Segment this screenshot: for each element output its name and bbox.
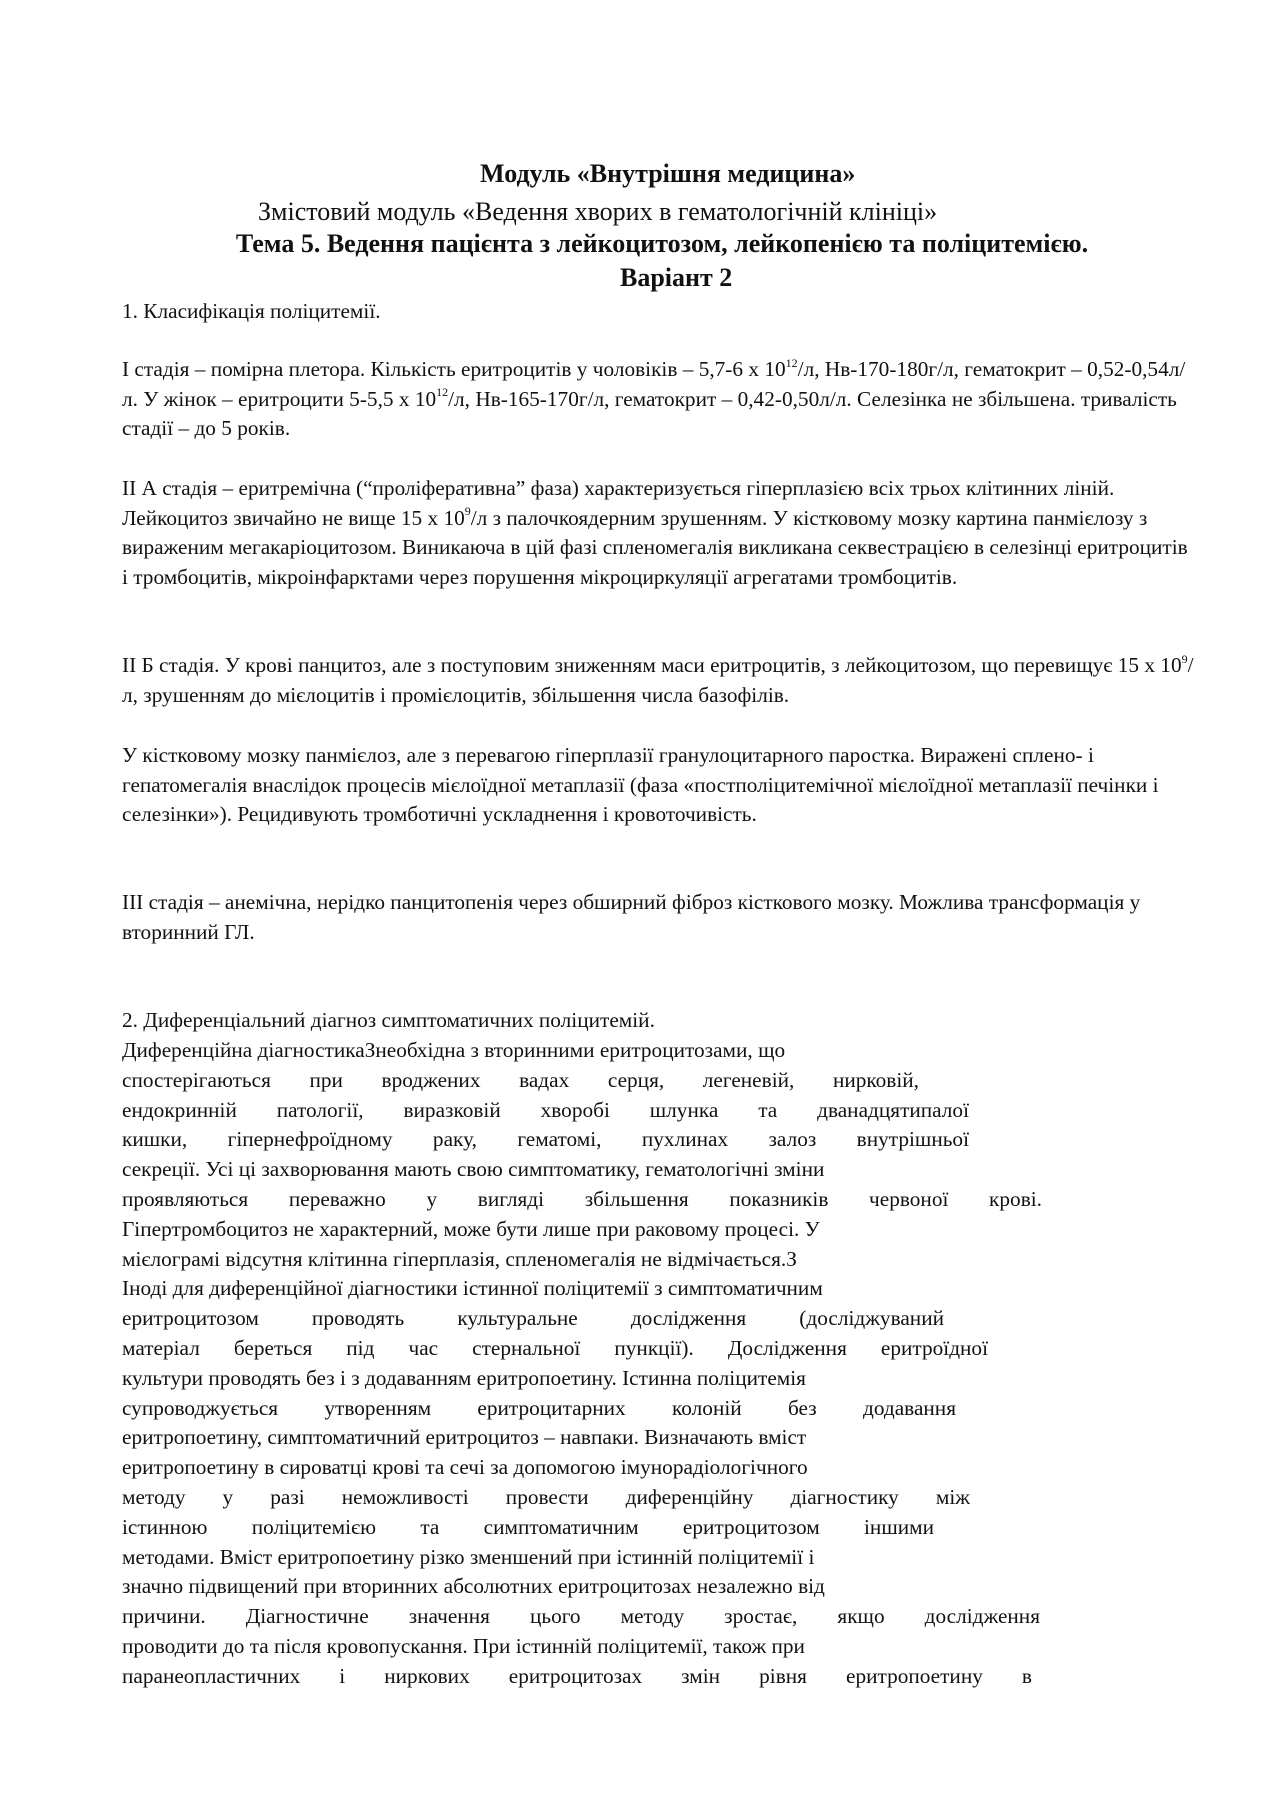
stage-3-text: ІІІ стадія – анемічна, нерідко панцитопенія через обширний фіброз кісткового мозку. Можлива трансформація у вторинний ГЛ. xyxy=(122,890,1141,944)
module-title: Модуль «Внутрішня медицина» xyxy=(480,159,856,188)
text-line: секреції. Усі ці захворювання мають свою симптоматику, гематологічні зміни xyxy=(122,1157,825,1182)
text-line: спостерігаються при вроджених вадах серця, легеневій, нирковій, xyxy=(122,1067,919,1092)
text-line: значно підвищений при вторинних абсолютних еритроцитозах незалежно від xyxy=(122,1574,825,1599)
differential-diagnosis-text xyxy=(122,1036,1192,1692)
variant-title: Варіант 2 xyxy=(620,263,733,292)
stage-2a-part-a: ІІ А стадія – еритремічна (“проліферативна” фаза) характеризується гіперплазією всіх трьох клітинних ліній. Лейкоцитоз звичайно не вище 15 х 10 xyxy=(122,476,1115,530)
stage-2a-text xyxy=(122,474,1197,592)
text-line: Диференційна діагностикаЗнеобхідна з вторинними еритроцитозами, що xyxy=(122,1038,786,1062)
text-line: проводити до та після кровопускання. При істинній поліцитемії, також при xyxy=(122,1633,805,1658)
question-2-title xyxy=(122,1006,1197,1036)
stage-2a-paragraph xyxy=(122,474,1197,592)
stage-2b-paragraph xyxy=(122,651,1197,710)
text-line: істинною поліцитемією та симптоматичним еритроцитозом іншими xyxy=(122,1514,934,1539)
question-1-title xyxy=(122,297,1197,327)
text-line: мієлограмі відсутня клітинна гіперплазія, спленомегалія не відмічається.З xyxy=(122,1246,797,1271)
topic-title: Тема 5. Ведення пацієнта з лейкоцитозом, лейкопенією та поліцитемією. xyxy=(235,229,1089,258)
text-line: еритроцитозом проводять культуральне дослідження (досліджуваний xyxy=(122,1306,944,1331)
stage-1-exponent-2: 12 xyxy=(436,385,449,400)
stage-2b-continuation-text: У кістковому мозку панмієлоз, але з перевагою гіперплазії гранулоцитарного паростка. Виражені сплено- і гепатомегалія внаслідок процесів мієлоїдної метаплазії (фаза «постполіцитемічної мієлоїдної метаплазії печінки і селезінки»). Рецидивують тромботичні ускладнення і кровоточивість. xyxy=(122,743,1159,826)
stage-2b-exponent: 9 xyxy=(1181,651,1188,666)
text-line: методами. Вміст еритропоетину різко зменшений при істинній поліцитемії і xyxy=(122,1544,815,1569)
text-line: кишки, гіпернефроїдному раку, гематомі, пухлинах залоз внутрішньої xyxy=(122,1127,969,1152)
question-2-title-text: 2. Диференціальний діагноз симптоматичних поліцитемій. xyxy=(122,1008,655,1032)
text-line: проявляються переважно у вигляді збільшення показників червоної крові. xyxy=(122,1186,1042,1211)
question-1-title-text: 1. Класифікація поліцитемії. xyxy=(122,299,381,323)
stage-1-text xyxy=(122,355,1197,444)
text-line: супроводжується утворенням еритроцитарних колоній без додавання xyxy=(122,1395,956,1420)
text-line: культури проводять без і з додаванням еритропоетину. Істинна поліцитемія xyxy=(122,1365,806,1390)
stage-1-paragraph xyxy=(122,355,1197,444)
text-line: еритропоетину в сироватці крові та сечі за допомогою імунорадіологічного xyxy=(122,1455,808,1480)
text-line: еритропоетину, симптоматичний еритроцитоз – навпаки. Визначають вміст xyxy=(122,1425,807,1450)
text-line: причини. Діагностичне значення цього методу зростає, якщо дослідження xyxy=(122,1604,1040,1629)
stage-2b-text xyxy=(122,651,1197,710)
text-line: Іноді для диференційної діагностики істинної поліцитемії з симптоматичним xyxy=(122,1276,823,1301)
stage-2a-part-b: /л з палочкоядерним зрушенням. У кістковому мозку картина панмієлозу з вираженим мегакаріоцитозом. Виникаюча в цій фазі спленомегалія викликана секвестрацією в селезінці еритроцитів і тромбоцитів, мікроінфарктами через порушення мікроциркуляції агрегатами тромбоцитів. xyxy=(122,505,1188,589)
submodule-title: Змістовий модуль «Ведення хворих в гематологічній клініці» xyxy=(258,197,938,226)
stage-2b-part-b: /л, зрушенням до мієлоцитів і промієлоцитів, збільшення числа базофілів. xyxy=(122,653,1194,707)
stage-2b-part-a: ІІ Б стадія. У крові панцитоз, але з поступовим зниженням маси еритроцитів, з лейкоцитозом, що перевищує 15 х 10 xyxy=(122,653,1182,677)
text-line: паранеопластичних і ниркових еритроцитозах змін рівня еритропоетину в xyxy=(122,1663,1032,1688)
stage-2a-exponent: 9 xyxy=(464,504,471,519)
text-line: ендокринній патології, виразковій хворобі шлунка та дванадцятипалої xyxy=(122,1097,969,1122)
text-line: Гіпертромбоцитоз не характерний, може бути лише при раковому процесі. У xyxy=(122,1216,820,1241)
stage-2b-continuation-paragraph xyxy=(122,741,1197,830)
stage-1-part-a: І стадія – помірна плетора. Кількість еритроцитів у чоловіків – 5,7-6 х 10 xyxy=(122,357,786,381)
stage-3-paragraph xyxy=(122,888,1197,947)
text-line: методу у разі неможливості провести диференційну діагностику між xyxy=(122,1484,970,1509)
stage-1-exponent-1: 12 xyxy=(785,355,798,370)
stage-1-part-b: /л, Нв-170-180г/л, гематокрит – 0,52-0,54л/л. У жінок – еритроцити 5-5,5 х 10 xyxy=(122,357,1186,411)
text-line: матеріал береться під час стернальної пункції). Дослідження еритроїдної xyxy=(122,1335,988,1360)
stage-1-part-c: /л, Нв-165-170г/л, гематокрит – 0,42-0,50л/л. Селезінка не збільшена. тривалість стадії – до 5 років. xyxy=(122,386,1177,440)
